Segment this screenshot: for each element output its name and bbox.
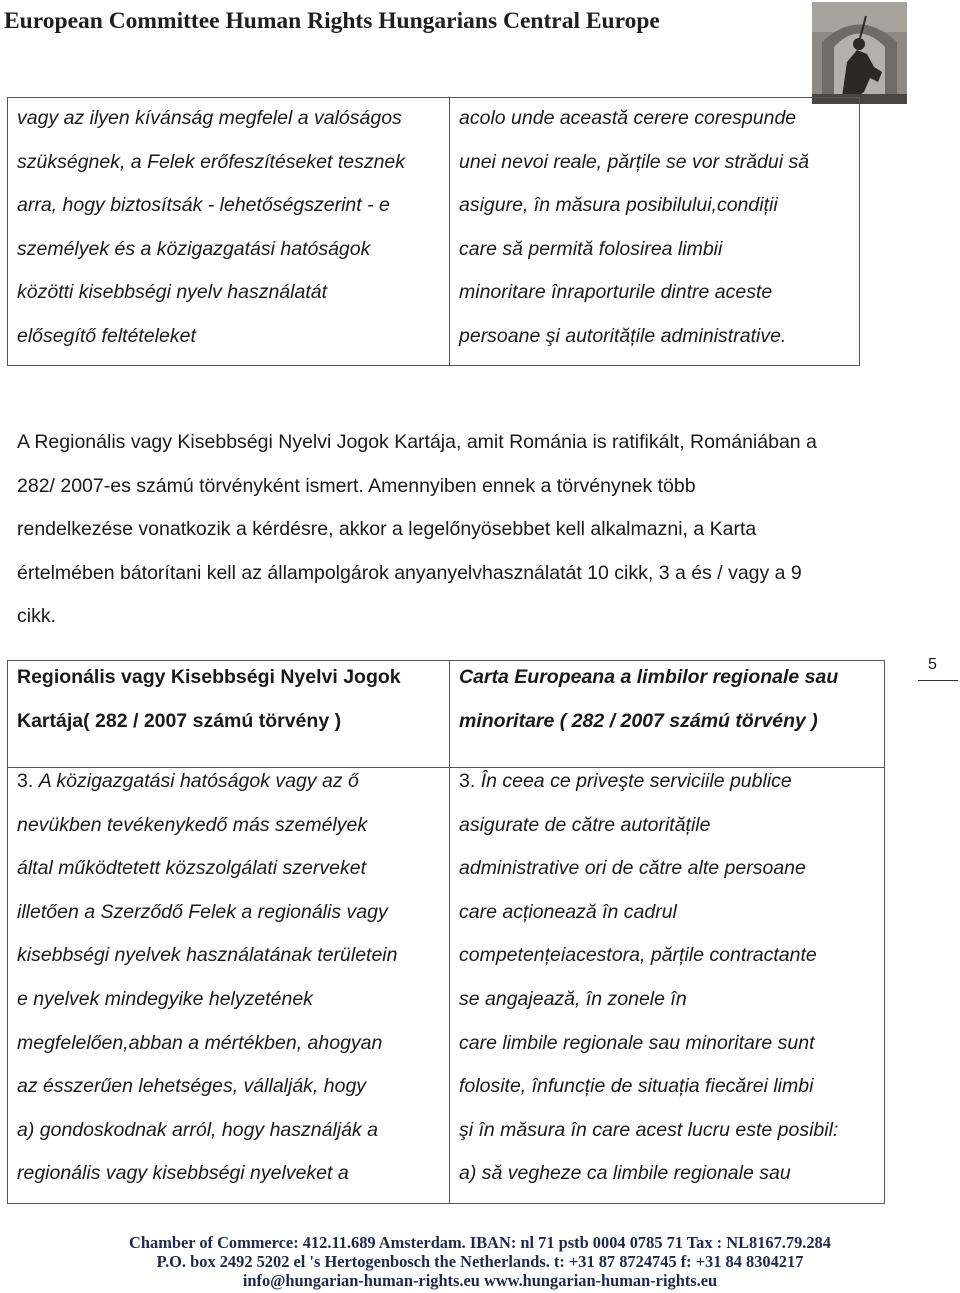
text-line: minoritare înraporturile dintre aceste [459, 281, 773, 304]
footer-line-contact[interactable]: info@hungarian-human-rights.eu www.hungarian-human-rights.eu [242, 1271, 718, 1290]
text-line: acolo unde această cerere corespunde [459, 107, 797, 129]
page-footer [0, 1233, 960, 1290]
text-line: Carta Europeana a limbilor regionale sau [459, 666, 839, 688]
header-title: European Committee Human Rights Hungarians Central Europe [4, 8, 660, 34]
body-paragraph [17, 421, 917, 639]
text-line [17, 760, 447, 804]
text-line: nevükben tevékenykedő más személyek [17, 813, 368, 836]
text-line: şi în măsura în care acest lucru este posibil: [459, 1118, 839, 1141]
text-line [459, 760, 879, 804]
text-line: Kartája( 282 / 2007 számú törvény ) [17, 709, 342, 732]
text-line: e nyelvek mindegyike helyzetének [17, 987, 313, 1010]
text-line: competențeiacestora, părțile contractante [459, 944, 817, 967]
text-line: asigurate de către autoritățile [459, 813, 711, 836]
text-line: regionális vagy kisebbségi nyelveket a [17, 1162, 349, 1185]
text-line: kisebbségi nyelvek használatának területein [17, 944, 398, 967]
statue-logo-icon [812, 2, 907, 104]
text-line: persoane şi autoritățile administrative. [459, 324, 787, 347]
text-line: a) gondoskodnak arról, hogy használják a [17, 1118, 378, 1141]
text-line: administrative ori de către alte persoane [459, 857, 806, 880]
table-top-left-cell [17, 97, 447, 359]
text-line: személyek és a közigazgatási hatóságok [17, 237, 371, 260]
text-line: care să permită folosirea limbii [459, 237, 723, 260]
text-line: care acționează în cadrul [459, 900, 677, 923]
table-bottom-body-right [459, 760, 879, 1196]
text-line: 282/ 2007-es számú törvényként ismert. Amennyiben ennek a törvénynek több [17, 474, 696, 497]
text-line: asigure, în măsura posibilului,condiții [459, 194, 778, 217]
text-line: minoritare ( 282 / 2007 számú törvény ) [459, 709, 818, 732]
text-line: szükségnek, a Felek erőfeszítéseket tesznek [17, 150, 406, 173]
text-line: értelmében bátorítani kell az állampolgárok anyanyelvhasználatát 10 cikk, 3 a és / vagy a 9 [17, 561, 802, 584]
text-run: A közigazgatási hatóságok vagy az ő [38, 770, 359, 792]
table-top-right-cell [459, 97, 859, 359]
text-line: közötti kisebbségi nyelv használatát [17, 281, 328, 304]
table-bottom-header-right [459, 656, 879, 743]
footer-line-registration: Chamber of Commerce: 412.11.689 Amsterdam. IBAN: nl 71 pstb 0004 0785 71 Tax : NL8167.79.284 [129, 1233, 831, 1252]
article-number: 3. [459, 770, 481, 792]
text-line: elősegítő feltételeket [17, 324, 196, 347]
text-line: Regionális vagy Kisebbségi Nyelvi Jogok [17, 666, 401, 688]
text-line: arra, hogy biztosítsák - lehetőségszerint - e [17, 194, 390, 217]
text-line: A Regionális vagy Kisebbségi Nyelvi Jogok Kartája, amit Románia is ratifikált, Romániában a [17, 431, 817, 453]
text-line: az ésszerűen lehetséges, vállalják, hogy [17, 1075, 367, 1098]
text-run: În ceea ce priveşte serviciile publice [480, 770, 792, 792]
text-line: rendelkezése vonatkozik a kérdésre, akkor a legelőnyösebbet kell alkalmazni, a Karta [17, 518, 757, 541]
table-bottom-body-left [17, 760, 447, 1196]
article-number: 3. [17, 770, 39, 792]
text-line: se angajează, în zonele în [459, 987, 687, 1010]
text-line: care limbile regionale sau minoritare sunt [459, 1031, 815, 1054]
text-line: vagy az ilyen kívánság megfelel a valóságos [17, 107, 402, 129]
footer-line-address: P.O. box 2492 5202 el 's Hertogenbosch the Netherlands. t: +31 87 8724745 f: +31 84 8304217 [156, 1252, 804, 1271]
page-number-rule [918, 680, 958, 681]
text-line: cikk. [17, 605, 56, 628]
text-line: folosite, înfuncție de situația fiecărei limbi [459, 1075, 814, 1098]
table-bottom-header-left [17, 656, 447, 743]
page-number: 5 [928, 656, 937, 673]
text-line: illetően a Szerződő Felek a regionális vagy [17, 900, 388, 923]
text-line: által működtetett közszolgálati szerveket [17, 857, 367, 880]
text-line: megfelelően,abban a mértékben, ahogyan [17, 1031, 383, 1054]
text-line: unei nevoi reale, părțile se vor strădui să [459, 150, 810, 173]
text-line: a) să vegheze ca limbile regionale sau [459, 1162, 791, 1185]
